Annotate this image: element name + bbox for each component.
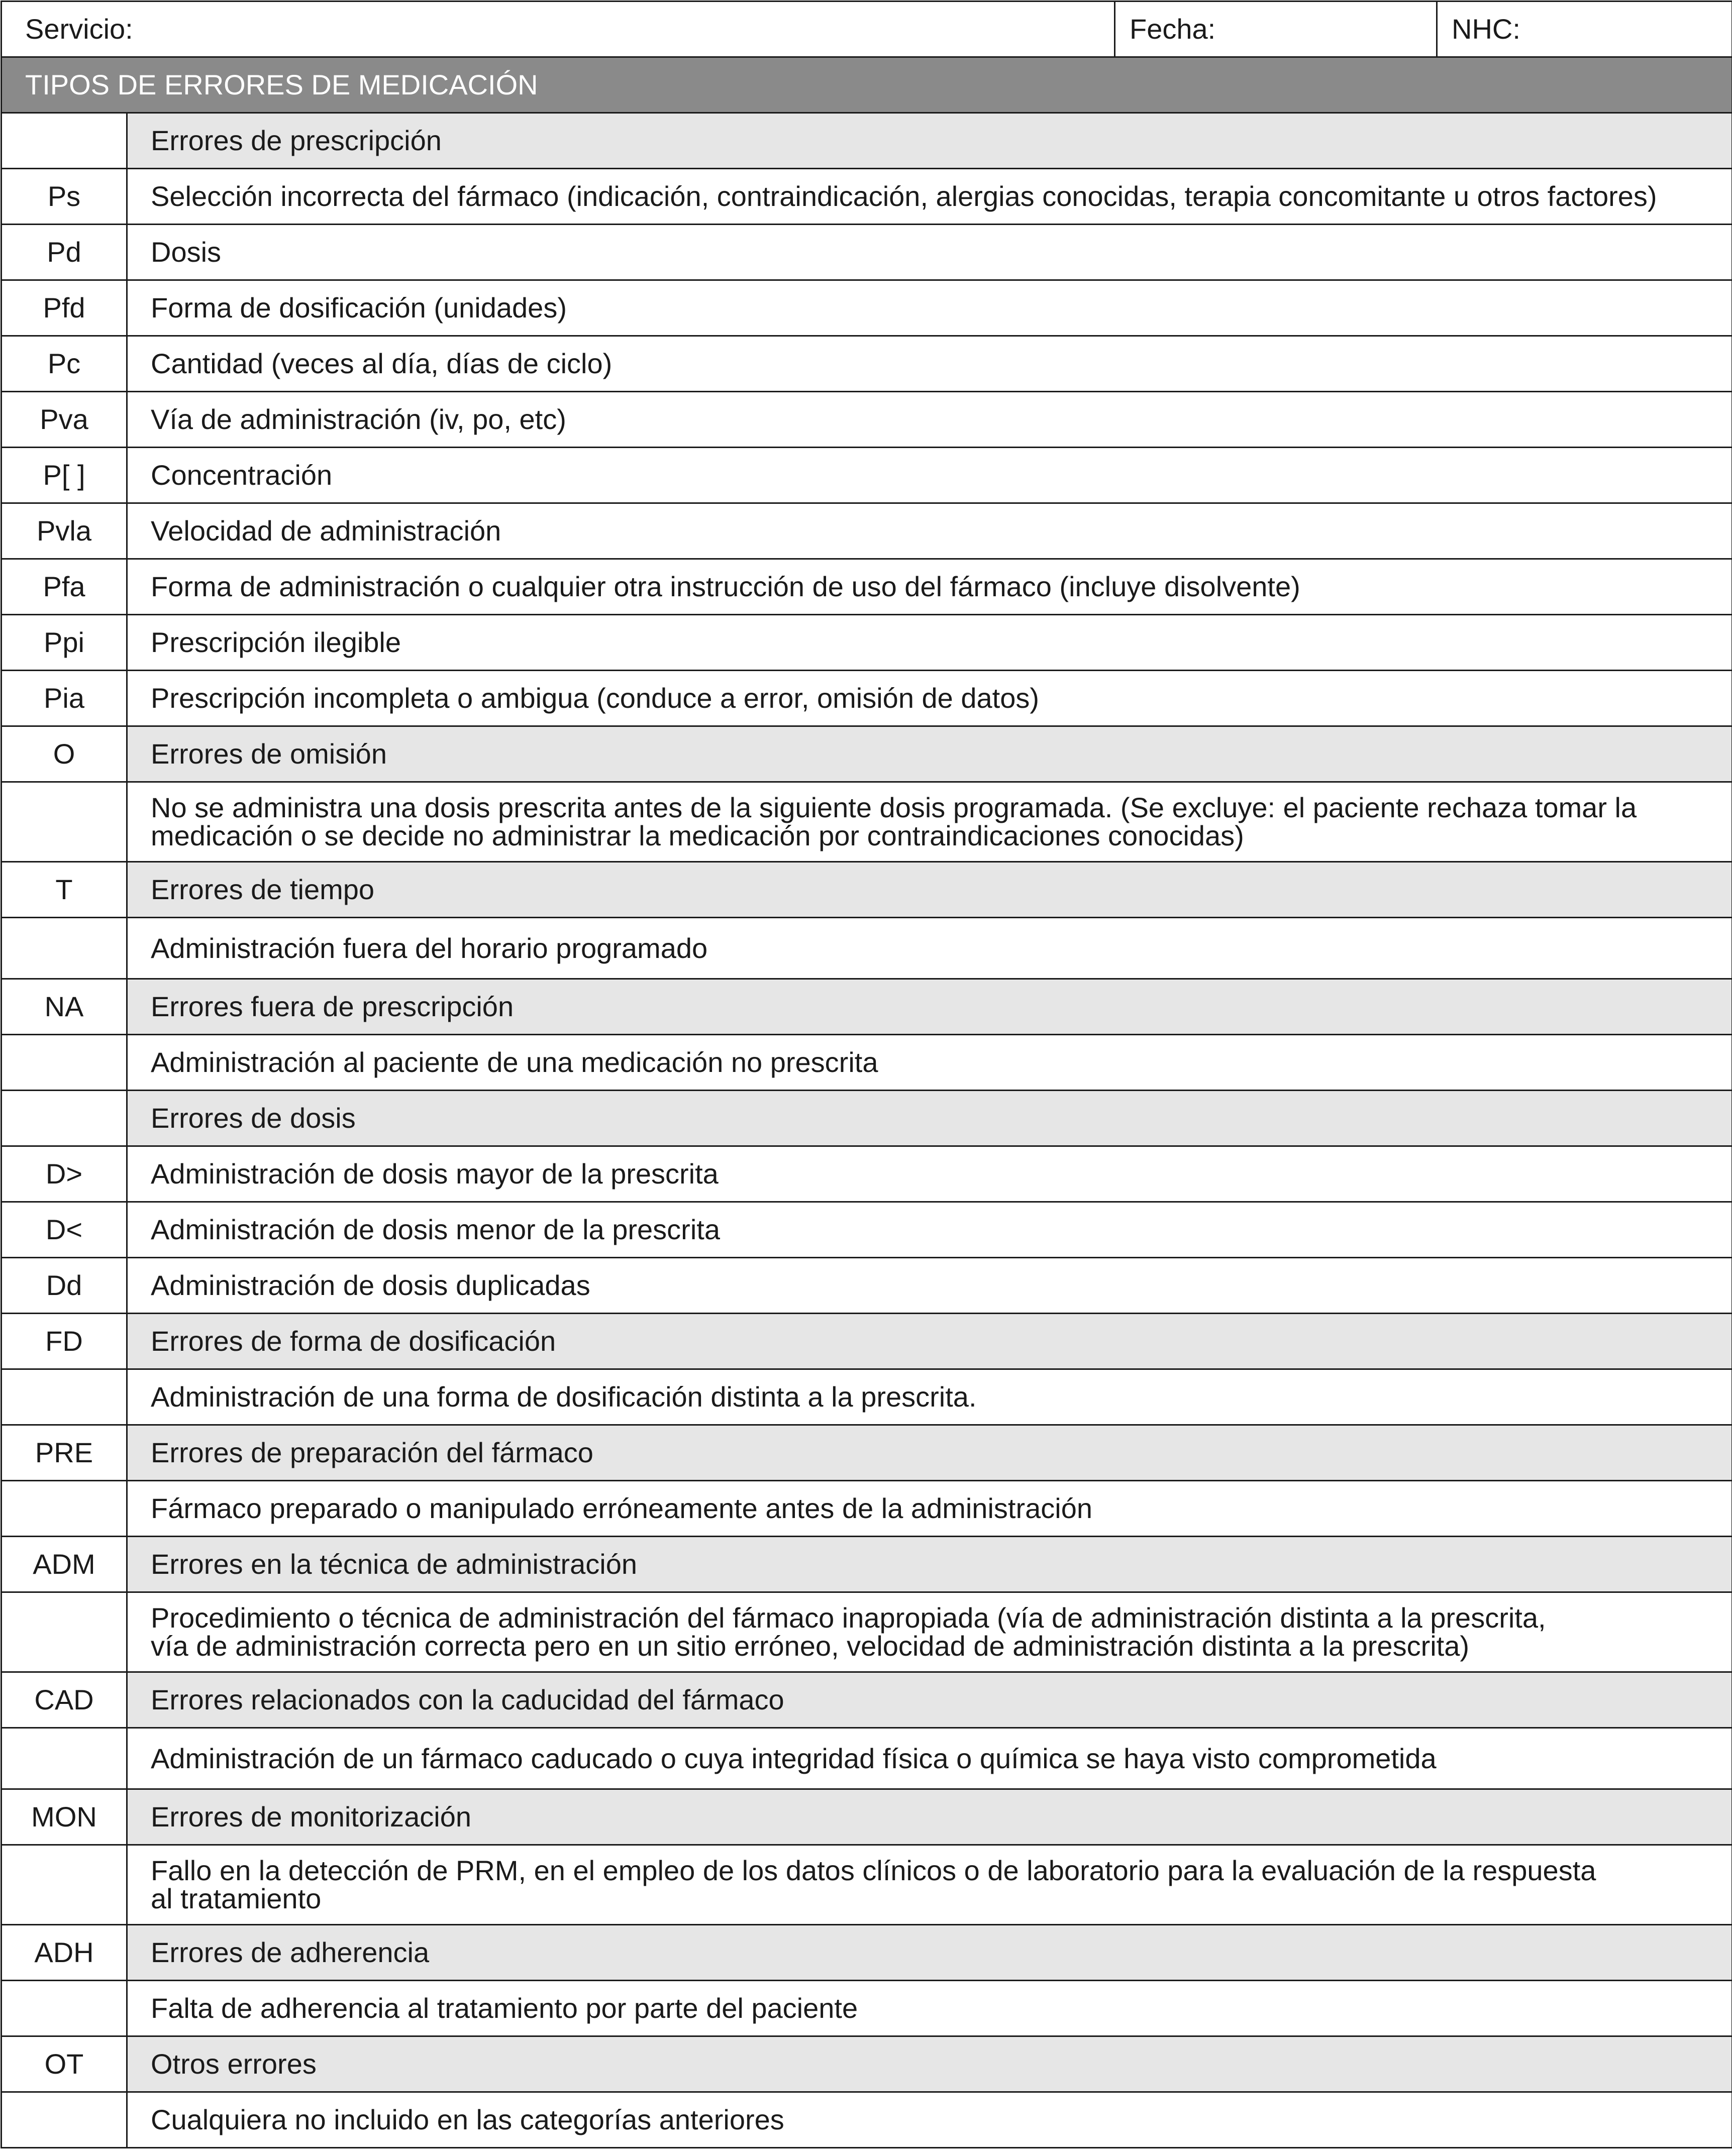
category-row: [2, 1537, 1732, 1592]
error-code: [2, 1728, 127, 1789]
error-description: [127, 782, 1732, 862]
error-description: [127, 1035, 1732, 1091]
category-title: [127, 979, 1732, 1035]
fecha-field[interactable]: [1115, 2, 1437, 57]
description-text: Fármaco preparado o manipulado erróneamente antes de la administración: [151, 1492, 1092, 1524]
error-description: [127, 225, 1732, 280]
error-code: O: [2, 726, 127, 782]
description-text: Errores de adherencia: [151, 1936, 430, 1968]
error-code: NA: [2, 979, 127, 1035]
servicio-label: Servicio:: [25, 13, 133, 45]
table-row: [2, 280, 1732, 336]
table-row: [2, 448, 1732, 503]
description-text: Forma de dosificación (unidades): [151, 292, 567, 324]
category-row: [2, 2036, 1732, 2092]
table-row: [2, 1592, 1732, 1672]
table-row: [2, 1369, 1732, 1425]
error-code: [2, 1981, 127, 2036]
description-text: Forma de administración o cualquier otra instrucción de uso del fármaco (incluye disolvente): [151, 571, 1300, 602]
table-row: [2, 918, 1732, 979]
table-row: [2, 336, 1732, 392]
error-description: [127, 503, 1732, 559]
table-row: [2, 559, 1732, 615]
error-code: [2, 918, 127, 979]
error-description: [127, 918, 1732, 979]
banner-row: [2, 57, 1732, 113]
nhc-label: NHC:: [1452, 13, 1520, 45]
category-title: [127, 1091, 1732, 1146]
category-row: [2, 979, 1732, 1035]
category-title: [127, 862, 1732, 918]
fecha-label: Fecha:: [1130, 13, 1216, 45]
description-text: Procedimiento o técnica de administración del fármaco inapropiada (vía de administración distinta a la prescrita, vía de administración correcta pero en un sitio erróneo, velocidad de administración distinta a la prescrita): [151, 1602, 1546, 1662]
error-code: Pvla: [2, 503, 127, 559]
error-description: [127, 615, 1732, 671]
table-row: [2, 1035, 1732, 1091]
description-text: Velocidad de administración: [151, 515, 501, 547]
error-code: T: [2, 862, 127, 918]
description-text: Errores de preparación del fármaco: [151, 1437, 593, 1468]
description-text: Cualquiera no incluido en las categorías anteriores: [151, 2104, 784, 2135]
category-title: [127, 1925, 1732, 1981]
error-code: [2, 782, 127, 862]
description-text: Administración al paciente de una medicación no prescrita: [151, 1046, 878, 1078]
table-title: TIPOS DE ERRORES DE MEDICACIÓN: [2, 57, 1732, 113]
error-code: [2, 1369, 127, 1425]
error-description: [127, 1369, 1732, 1425]
servicio-field[interactable]: [2, 2, 1115, 57]
table-row: [2, 615, 1732, 671]
table-row: [2, 1845, 1732, 1925]
description-text: Errores de prescripción: [151, 125, 442, 156]
error-description: [127, 559, 1732, 615]
category-row: [2, 1425, 1732, 1481]
description-text: Selección incorrecta del fármaco (indicación, contraindicación, alergias conocidas, terapia concomitante u otros factores): [151, 180, 1657, 212]
description-text: Errores de forma de dosificación: [151, 1325, 556, 1357]
category-row: [2, 726, 1732, 782]
error-description: [127, 1481, 1732, 1537]
category-title: [127, 113, 1732, 169]
description-text: Errores de tiempo: [151, 874, 375, 905]
error-code: [2, 1845, 127, 1925]
error-code: OT: [2, 2036, 127, 2092]
description-text: Falta de adherencia al tratamiento por parte del paciente: [151, 1992, 858, 2024]
table-row: [2, 1728, 1732, 1789]
description-text: Prescripción incompleta o ambigua (conduce a error, omisión de datos): [151, 682, 1040, 714]
error-code: PRE: [2, 1425, 127, 1481]
description-text: Administración de dosis duplicadas: [151, 1269, 590, 1301]
description-text: Prescripción ilegible: [151, 626, 401, 658]
error-description: [127, 1146, 1732, 1202]
description-text: Otros errores: [151, 2048, 317, 2080]
description-text: Administración de dosis mayor de la prescrita: [151, 1158, 719, 1190]
description-text: No se administra una dosis prescrita antes de la siguiente dosis programada. (Se excluye: el paciente rechaza tomar la medicación o se decide no administrar la medicación por contraindicaciones conocidas): [151, 792, 1637, 851]
header-row: [2, 2, 1732, 57]
description-text: Cantidad (veces al día, días de ciclo): [151, 348, 613, 379]
description-text: Dosis: [151, 236, 222, 268]
error-code: D<: [2, 1202, 127, 1258]
error-description: [127, 169, 1732, 225]
error-description: [127, 2092, 1732, 2148]
error-description: [127, 1258, 1732, 1314]
error-code: Dd: [2, 1258, 127, 1314]
table-row: [2, 1981, 1732, 2036]
error-description: [127, 336, 1732, 392]
category-title: [127, 1314, 1732, 1369]
category-row: [2, 1925, 1732, 1981]
table-row: [2, 225, 1732, 280]
table-row: [2, 503, 1732, 559]
error-code: Pd: [2, 225, 127, 280]
category-row: [2, 1314, 1732, 1369]
description-text: Errores fuera de prescripción: [151, 991, 514, 1022]
error-code: Pfa: [2, 559, 127, 615]
error-description: [127, 1728, 1732, 1789]
category-row: [2, 862, 1732, 918]
error-description: [127, 1981, 1732, 2036]
description-text: Errores en la técnica de administración: [151, 1548, 638, 1580]
error-code: [2, 113, 127, 169]
category-row: [2, 1091, 1732, 1146]
error-code: ADM: [2, 1537, 127, 1592]
category-title: [127, 1425, 1732, 1481]
error-description: [127, 448, 1732, 503]
error-code: Pfd: [2, 280, 127, 336]
description-text: Errores de dosis: [151, 1102, 356, 1134]
error-code: Ppi: [2, 615, 127, 671]
error-description: [127, 1592, 1732, 1672]
category-title: [127, 726, 1732, 782]
table-row: [2, 392, 1732, 448]
error-code: Ps: [2, 169, 127, 225]
error-description: [127, 1202, 1732, 1258]
description-text: Fallo en la detección de PRM, en el empleo de los datos clínicos o de laboratorio para la evaluación de la respuesta al tratamiento: [151, 1855, 1596, 1914]
category-row: [2, 1672, 1732, 1728]
category-row: [2, 1789, 1732, 1845]
table-row: [2, 782, 1732, 862]
table-row: [2, 1202, 1732, 1258]
error-code: [2, 1091, 127, 1146]
category-title: [127, 2036, 1732, 2092]
description-text: Errores de monitorización: [151, 1801, 472, 1832]
table-row: [2, 2092, 1732, 2148]
error-code: [2, 1481, 127, 1537]
category-row: [2, 113, 1732, 169]
table-row: [2, 1258, 1732, 1314]
category-title: [127, 1537, 1732, 1592]
description-text: Administración de un fármaco caducado o cuya integridad física o química se haya visto comprometida: [151, 1742, 1437, 1774]
category-title: [127, 1672, 1732, 1728]
error-code: [2, 1035, 127, 1091]
nhc-field[interactable]: [1437, 2, 1732, 57]
description-text: Administración de dosis menor de la prescrita: [151, 1214, 720, 1245]
error-code: [2, 1592, 127, 1672]
description-text: Administración de una forma de dosificación distinta a la prescrita.: [151, 1381, 977, 1413]
error-code: ADH: [2, 1925, 127, 1981]
error-code: D>: [2, 1146, 127, 1202]
description-text: Errores relacionados con la caducidad del fármaco: [151, 1684, 784, 1715]
description-text: Vía de administración (iv, po, etc): [151, 403, 566, 435]
description-text: Administración fuera del horario programado: [151, 932, 708, 964]
error-description: [127, 671, 1732, 726]
description-text: Errores de omisión: [151, 738, 387, 770]
table-body: [2, 2, 1732, 2148]
error-code: FD: [2, 1314, 127, 1369]
table-row: [2, 671, 1732, 726]
table-row: [2, 1146, 1732, 1202]
error-code: MON: [2, 1789, 127, 1845]
error-code: Pva: [2, 392, 127, 448]
error-description: [127, 1845, 1732, 1925]
error-description: [127, 280, 1732, 336]
error-code: [2, 2092, 127, 2148]
table-row: [2, 169, 1732, 225]
error-code: CAD: [2, 1672, 127, 1728]
error-code: P[ ]: [2, 448, 127, 503]
error-code: Pia: [2, 671, 127, 726]
category-title: [127, 1789, 1732, 1845]
table-row: [2, 1481, 1732, 1537]
error-description: [127, 392, 1732, 448]
description-text: Concentración: [151, 459, 333, 491]
error-code: Pc: [2, 336, 127, 392]
error-types-table: [1, 1, 1732, 2148]
